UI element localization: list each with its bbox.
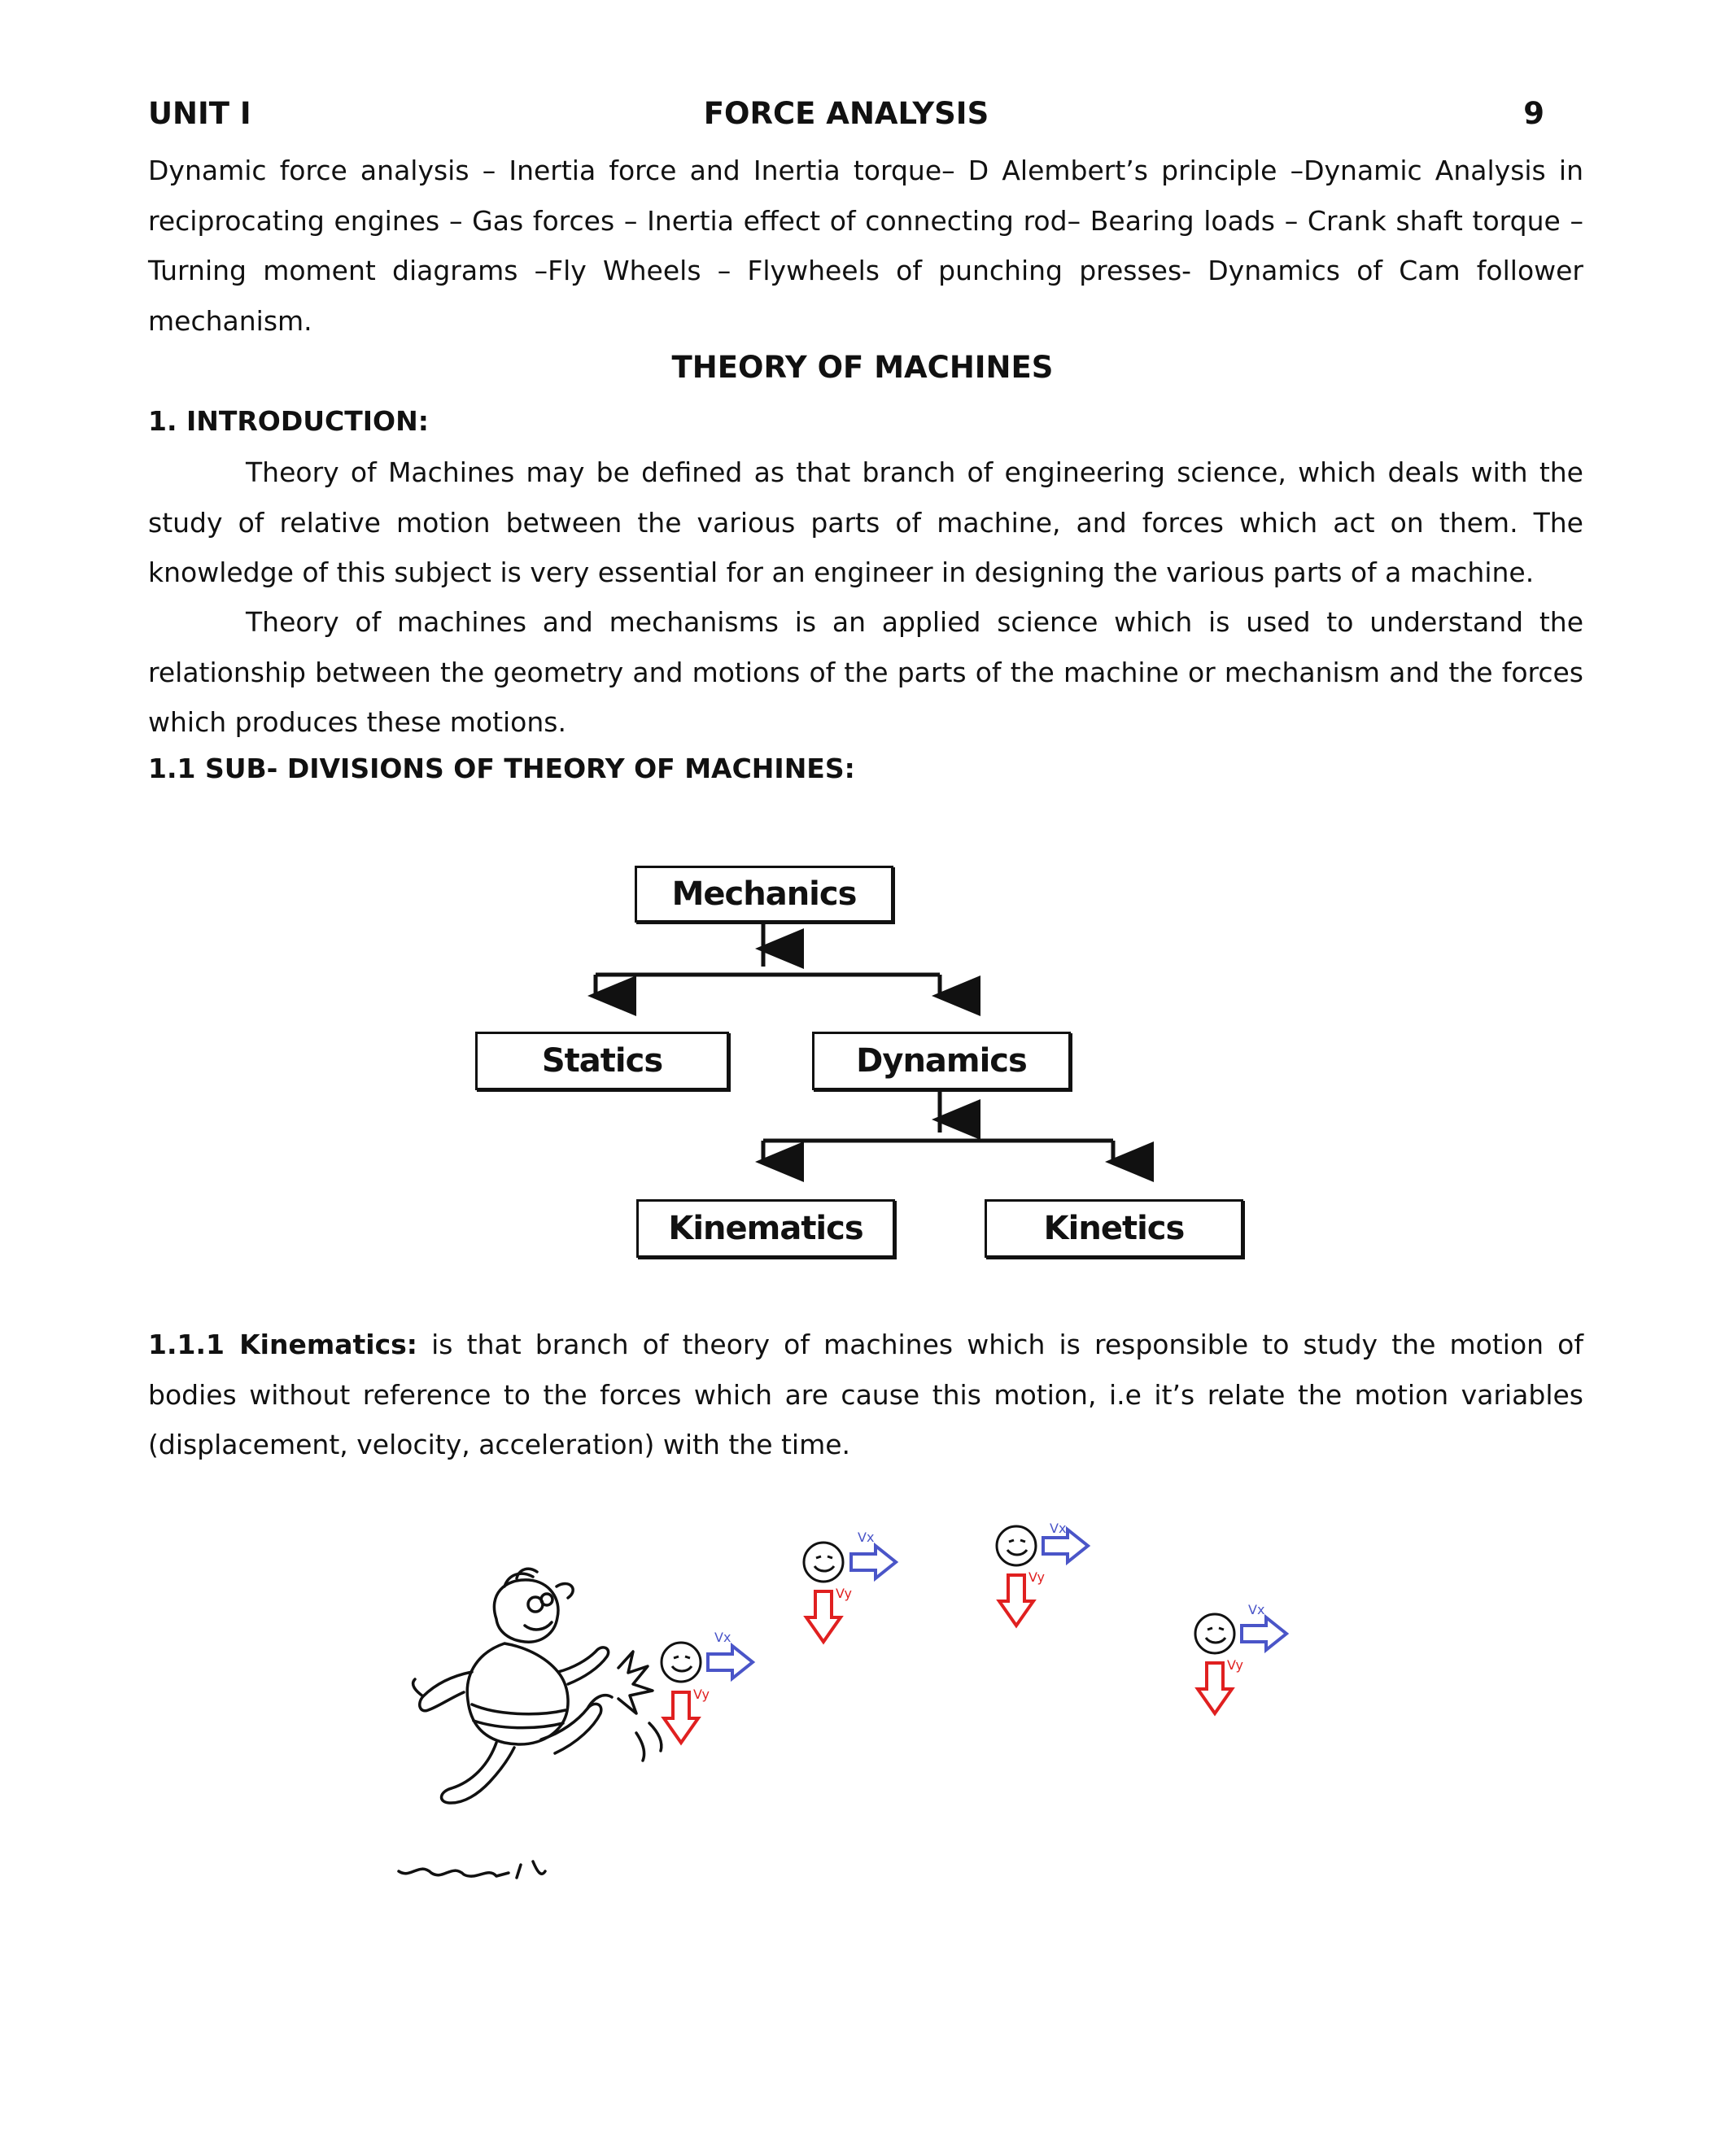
ball-3 [997,1526,1036,1565]
vx-label-2: Vx [858,1530,875,1545]
kinematics-text: is that branch of theory of machines which is responsible to study the motion of bodies without reference to the forces which are cause this motion, i.e it’s relate the motion variables (displacement, velocity, acceleration) with the time. [148,1329,1583,1460]
kicking-figure-drawing [374,1521,1351,1888]
introduction-heading: 1. INTRODUCTION: [148,405,429,437]
unit-label: UNIT I [148,96,251,131]
header-title: FORCE ANALYSIS [703,96,989,131]
vx-arrow-1 [708,1646,753,1678]
node-statics: Statics [475,1032,729,1090]
vx-arrow-2 [851,1546,896,1578]
vy-label-2: Vy [836,1586,852,1601]
main-title: THEORY OF MACHINES [671,350,1054,385]
syllabus-paragraph: Dynamic force analysis – Inertia force and Inertia torque– D Alembert’s principle –Dynamic Analysis in reciprocating engines – Gas forces – Inertia effect of connecting rod– Bearing loads – Crank shaft torque – Turning moment diagrams –Fly Wheels – Flywheels of punching presses- Dynamics of Cam follower mechanism. [148,155,1583,337]
kinematics-paragraph [148,1320,1583,1470]
vx-label-4: Vx [1248,1602,1265,1617]
node-dynamics: Dynamics [812,1032,1071,1090]
vy-label-3: Vy [1028,1569,1045,1585]
vx-arrow-4 [1242,1617,1286,1650]
ball-2 [804,1543,843,1582]
node-kinetics: Kinetics [985,1199,1243,1258]
vy-label-1: Vy [693,1687,710,1702]
projectile-illustration [374,1521,1351,1888]
vx-label-1: Vx [714,1630,731,1645]
ball-4 [1195,1614,1234,1653]
introduction-paragraph-1: Theory of Machines may be defined as that branch of engineering science, which deals with the study of relative motion between the various parts of machine, and forces which act on them. The knowledge of this subject is very essential for an engineer in designing the various parts of a machine. [148,456,1583,588]
page-number: 9 [1523,96,1544,131]
kinematics-label: 1.1.1 Kinematics: [148,1329,417,1360]
subdivisions-heading: 1.1 SUB- DIVISIONS OF THEORY OF MACHINES: [148,753,855,784]
vy-label-4: Vy [1227,1657,1243,1673]
ball-1 [662,1643,701,1682]
subdivisions-diagram [456,846,1310,1269]
vx-label-3: Vx [1050,1521,1067,1536]
page-header [148,96,1544,137]
node-mechanics: Mechanics [635,866,893,923]
node-kinematics: Kinematics [636,1199,895,1258]
introduction-paragraph-2: Theory of machines and mechanisms is an applied science which is used to understand the relationship between the geometry and motions of the parts of the machine or mechanism and the forces which produces these motions. [148,606,1583,738]
